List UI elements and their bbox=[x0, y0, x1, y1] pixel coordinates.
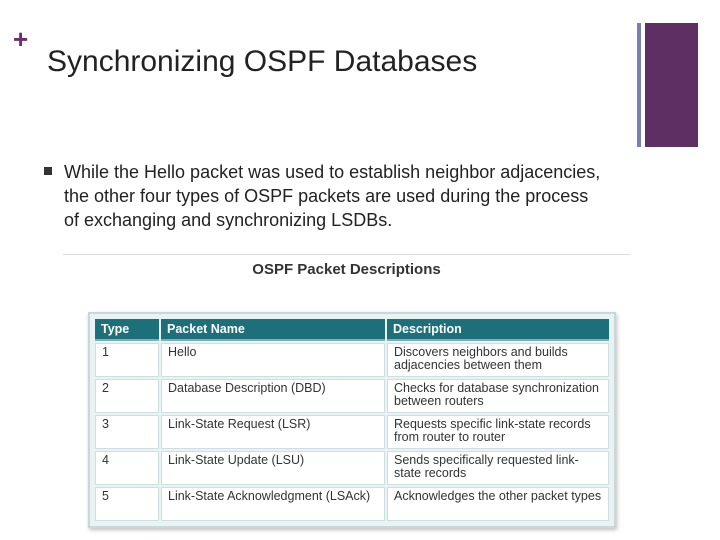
header-type: Type bbox=[95, 319, 159, 341]
table-frame bbox=[88, 312, 616, 528]
cell-packet-name: Link-State Update (LSU) bbox=[161, 451, 385, 485]
cell-type: 1 bbox=[95, 343, 159, 377]
cell-type: 5 bbox=[95, 487, 159, 521]
header-packet-name: Packet Name bbox=[161, 319, 385, 341]
cell-packet-name: Database Description (DBD) bbox=[161, 379, 385, 413]
bullet-point bbox=[44, 160, 604, 232]
figure-title: OSPF Packet Descriptions bbox=[252, 261, 441, 278]
cell-description: Acknowledges the other packet types bbox=[387, 487, 609, 521]
cell-packet-name: Link-State Request (LSR) bbox=[161, 415, 385, 449]
cell-description: Sends specifically requested link-state records bbox=[387, 451, 609, 485]
table-row bbox=[95, 487, 609, 521]
table-row bbox=[95, 415, 609, 449]
packet-descriptions-figure bbox=[63, 254, 630, 524]
accent-bar-block bbox=[645, 23, 698, 147]
packet-table bbox=[93, 317, 611, 523]
table-row bbox=[95, 451, 609, 485]
slide-title: Synchronizing OSPF Databases bbox=[47, 45, 478, 78]
cell-type: 3 bbox=[95, 415, 159, 449]
cell-description: Discovers neighbors and builds adjacencies between them bbox=[387, 343, 609, 377]
bullet-text: While the Hello packet was used to establish neighbor adjacencies, the other four types of OSPF packets are used during the process of exchanging and synchronizing LSDBs. bbox=[64, 162, 601, 230]
cell-description: Checks for database synchronization between routers bbox=[387, 379, 609, 413]
figure-divider bbox=[63, 254, 630, 255]
cell-description: Requests specific link-state records from router to router bbox=[387, 415, 609, 449]
table-header-row bbox=[95, 319, 609, 341]
cell-type: 4 bbox=[95, 451, 159, 485]
square-bullet-icon bbox=[44, 167, 52, 175]
plus-mark-icon: + bbox=[13, 24, 29, 54]
accent-bar-thin bbox=[637, 23, 641, 147]
table-row bbox=[95, 379, 609, 413]
cell-packet-name: Hello bbox=[161, 343, 385, 377]
table-row bbox=[95, 343, 609, 377]
cell-packet-name: Link-State Acknowledgment (LSAck) bbox=[161, 487, 385, 521]
cell-type: 2 bbox=[95, 379, 159, 413]
header-description: Description bbox=[387, 319, 609, 341]
